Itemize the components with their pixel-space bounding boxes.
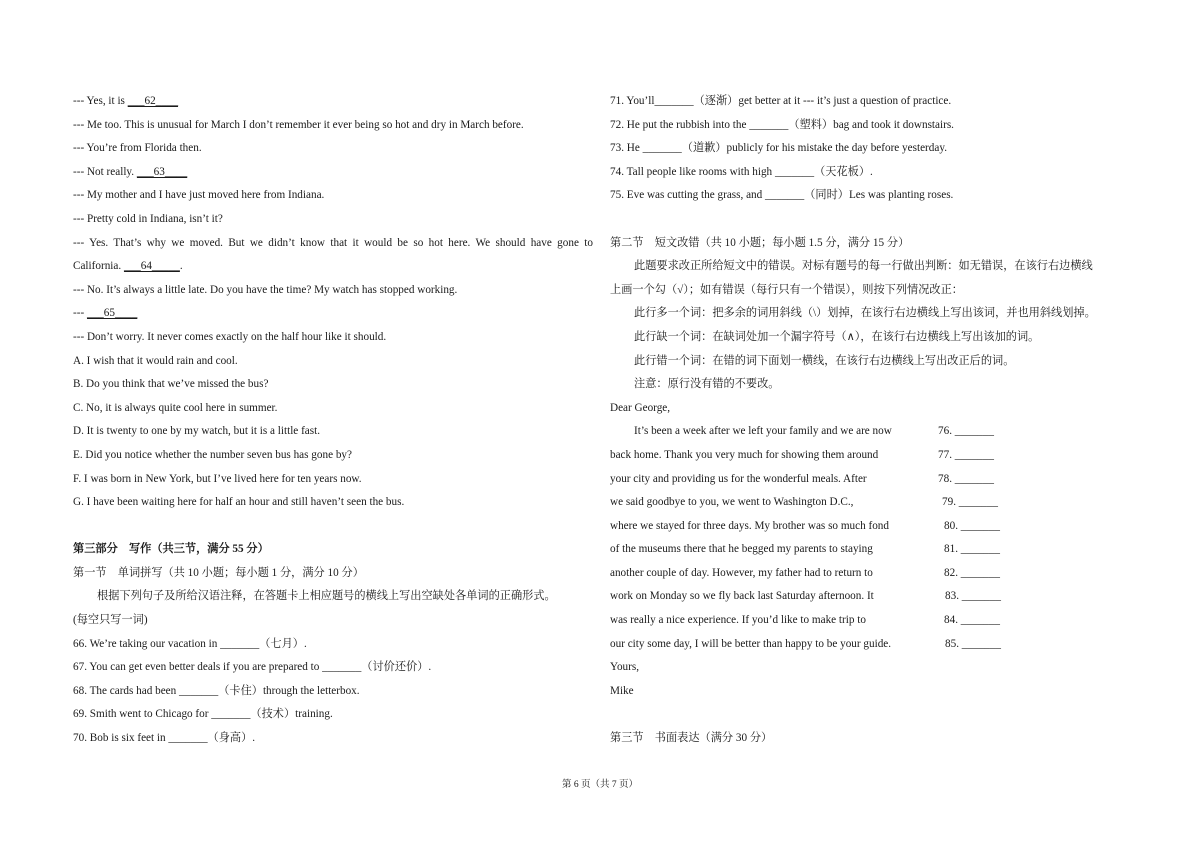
answer-line-79: 79. _______ [942, 496, 998, 509]
option-a: A. I wish that it would rain and cool. [73, 354, 238, 367]
answer-line-82: 82. _______ [944, 566, 1000, 579]
answer-line-76: 76. _______ [938, 425, 994, 438]
letter-line: was really a nice experience. If you’d like to make trip to 84. _______ [610, 609, 1132, 633]
letter-line: your city and providing us for the wonderful meals. After 78. _______ [610, 468, 1132, 492]
option-d: D. It is twenty to one by my watch, but it is a little fast. [73, 425, 321, 438]
letter-closing: Yours, [610, 661, 640, 674]
letter-signature: Mike [610, 684, 634, 697]
dialogue-line: --- My mother and I have just moved here from Indiana. [73, 189, 325, 202]
letter-greeting: Dear George, [610, 401, 671, 414]
answer-line-78: 78. _______ [938, 472, 994, 485]
option-c: C. No, it is always quite cool here in summer. [73, 401, 278, 414]
section1-instructions: 根据下列句子及所给汉语注释，在答题卡上相应题号的横线上写出空缺处各单词的正确形式。 [97, 590, 556, 603]
letter-line: where we stayed for three days. My brother was so much fond 80. _______ [610, 515, 1132, 539]
letter-line: back home. Thank you very much for showing them around 77. _______ [610, 444, 1132, 468]
section1-instructions-note: (每空只写一词) [73, 614, 148, 627]
answer-line-80: 80. _______ [944, 519, 1000, 532]
section3-title: 第三节 书面表达（满分 30 分） [610, 732, 773, 745]
dialogue-line: --- Pretty cold in Indiana, isn’t it? [73, 212, 223, 225]
option-f: F. I was born in New York, but I’ve lived here for ten years now. [73, 472, 362, 485]
letter-line: we said goodbye to you, we went to Washington D.C., 79. _______ [610, 491, 1132, 515]
letter-line: another couple of day. However, my father had to return to 82. _______ [610, 562, 1132, 586]
left-column [73, 90, 593, 751]
dialogue-line: --- ___65____ [73, 307, 138, 320]
rule-extra-word: 此行多一个词：把多余的词用斜线（\）划掉，在该行右边横线上写出该词，并也用斜线划掉。 [634, 307, 1096, 320]
blank-64: ___64_____ [123, 260, 180, 273]
answer-line-84: 84. _______ [944, 614, 1000, 627]
question-71: 71. You’ll_______（逐渐）get better at it --- it’s just a question of practice. [610, 95, 952, 107]
question-70: 70. Bob is six feet in _______（身高）. [73, 732, 256, 745]
part3-title: 第三部分 写作（共三节，满分 55 分） [73, 543, 269, 556]
right-column [610, 90, 1132, 751]
section2-note: 注意：原行没有错的不要改。 [634, 378, 780, 391]
dialogue-line: --- Not really. ___63____ [73, 165, 188, 178]
section2-instructions: 此题要求改正所给短文中的错误。对标有题号的每一行做出判断：如无错误，在该行右边横线 [634, 260, 1093, 273]
letter-line: It’s been a week after we left your family and we are now 76. _______ [610, 420, 1132, 444]
section2-instructions-cont: 上画一个勾（√）；如有错误（每行只有一个错误），则按下列情况改正： [610, 283, 963, 296]
question-74: 74. Tall people like rooms with high _______（天花板）. [610, 165, 873, 178]
question-66: 66. We’re taking our vacation in _______（七月）. [73, 637, 307, 650]
question-69: 69. Smith went to Chicago for _______（技术）training. [73, 708, 333, 721]
option-b: B. Do you think that we’ve missed the bus? [73, 378, 269, 391]
dialogue-line: California. ___64_____. [73, 260, 183, 273]
dialogue-line: --- No. It’s always a little late. Do you have the time? My watch has stopped working. [73, 283, 458, 296]
option-g: G. I have been waiting here for half an hour and still haven’t seen the bus. [73, 496, 405, 509]
answer-line-77: 77. _______ [938, 448, 994, 461]
dialogue-line: --- Don’t worry. It never comes exactly on the half hour like it should. [73, 330, 387, 343]
rule-missing-word: 此行缺一个词：在缺词处加一个漏字符号（∧），在该行右边横线上写出该加的词。 [634, 330, 1040, 343]
letter-line: our city some day, I will be better than happy to be your guide. 85. _______ [610, 633, 1132, 657]
question-68: 68. The cards had been _______（卡住）through the letterbox. [73, 684, 360, 697]
blank-62: ___62____ [127, 95, 179, 107]
answer-line-83: 83. _______ [945, 590, 1001, 603]
blank-63: ___63____ [136, 165, 188, 178]
dialogue-line: --- Yes. That’s why we moved. But we didn’t know that it would be so hot here. We should have gone to [73, 236, 593, 249]
rule-wrong-word: 此行错一个词：在错的词下面划一横线，在该行右边横线上写出改正后的词。 [634, 354, 1015, 367]
dialogue-line: --- Yes, it is ___62____ [73, 95, 179, 107]
section2-title: 第二节 短文改错（共 10 小题；每小题 1.5 分，满分 15 分） [610, 236, 910, 249]
dialogue-line: --- Me too. This is unusual for March I don’t remember it ever being so hot and dry in March before. [73, 118, 524, 131]
option-e: E. Did you notice whether the number seven bus has gone by? [73, 448, 352, 461]
blank-65: ___65____ [86, 307, 138, 320]
question-75: 75. Eve was cutting the grass, and _______（同时）Les was planting roses. [610, 189, 954, 202]
page-footer: 第 6 页（共 7 页） [561, 780, 638, 790]
letter-line: work on Monday so we fly back last Saturday afternoon. It 83. _______ [610, 585, 1132, 609]
question-67: 67. You can get even better deals if you are prepared to _______（讨价还价）. [73, 661, 432, 674]
question-72: 72. He put the rubbish into the _______（塑料）bag and took it downstairs. [610, 118, 954, 131]
question-73: 73. He _______（道歉）publicly for his mistake the day before yesterday. [610, 142, 947, 155]
answer-line-81: 81. _______ [944, 543, 1000, 556]
letter-line: of the museums there that he begged my parents to staying 81. _______ [610, 538, 1132, 562]
answer-line-85: 85. _______ [945, 637, 1001, 650]
dialogue-line: --- You’re from Florida then. [73, 142, 202, 155]
section1-title: 第一节 单词拼写（共 10 小题；每小题 1 分，满分 10 分） [73, 566, 364, 579]
